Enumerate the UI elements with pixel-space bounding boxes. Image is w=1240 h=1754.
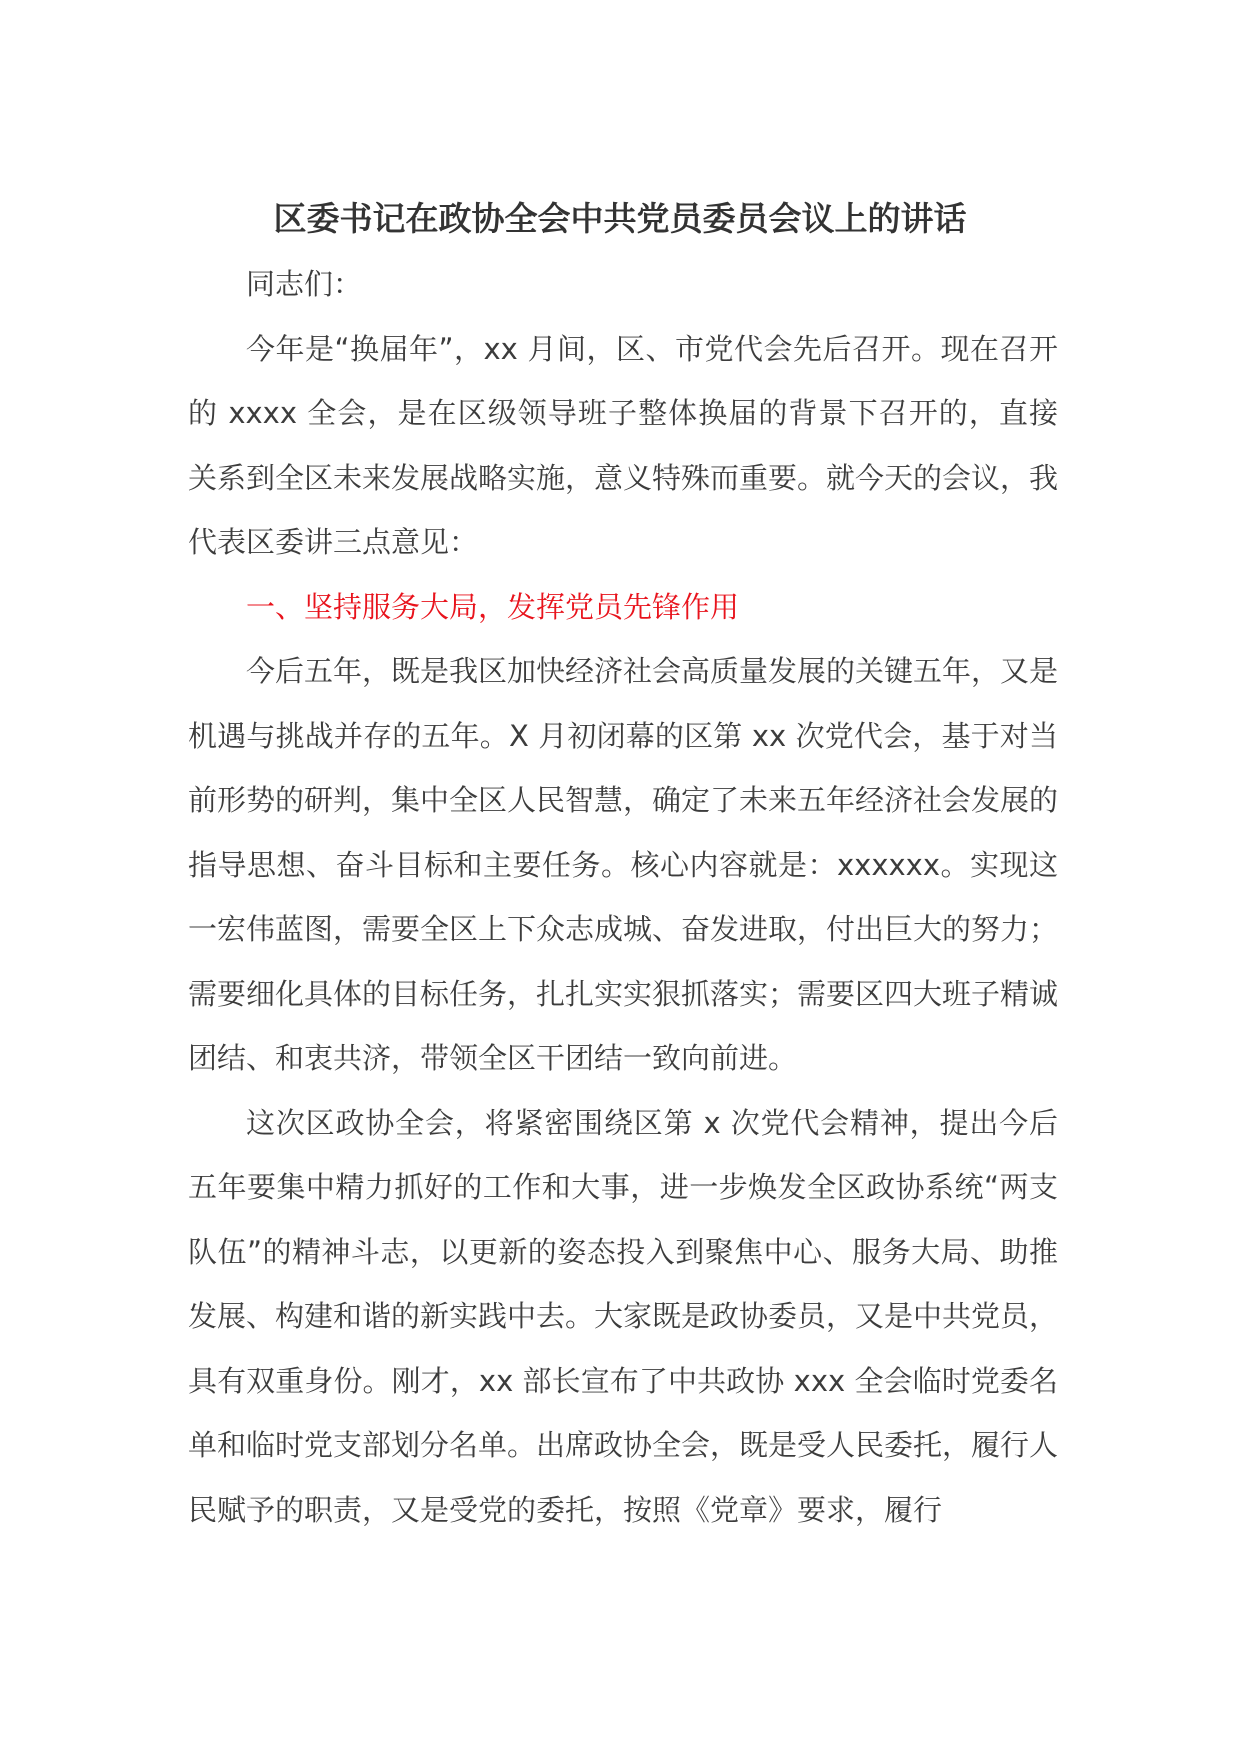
document-body <box>188 252 1058 1542</box>
paragraph-section-1-b: 这次区政协全会，将紧密围绕区第 x 次党代会精神，提出今后五年要集中精力抓好的工作和大事，进一步焕发全区政协系统“两支队伍”的精神斗志，以更新的姿态投入到聚焦中心、服务大局、助推发展、构建和谐的新实践中去。大家既是政协委员，又是中共党员，具有双重身份。刚才，xx 部长宣布了中共政协 xxx 全会临时党委名单和临时党支部划分名单。出席政协全会，既是受人民委托，履行人民赋予的职责，又是受党的委托，按照《党章》要求，履行 <box>188 1105 1059 1527</box>
section-heading-1: 一、坚持服务大局，发挥党员先锋作用 <box>246 589 740 624</box>
paragraph-section-1-a: 今后五年，既是我区加快经济社会高质量发展的关键五年，又是机遇与挑战并存的五年。X 月初闭幕的区第 xx 次党代会，基于对当前形势的研判，集中全区人民智慧，确定了未来五年经济社会发展的指导思想、奋斗目标和主要任务。核心内容就是：xxxxxx。实现这一宏伟蓝图，需要全区上下众志成城、奋发进取，付出巨大的努力；需要细化具体的目标任务，扎扎实实狠抓落实；需要区四大班子精诚团结、和衷共济，带领全区干团结一致向前进。 <box>188 654 1059 1075</box>
paragraph-intro: 今年是“换届年”，xx 月间，区、市党代会先后召开。现在召开的 xxxx 全会，是在区级领导班子整体换届的背景下召开的，直接关系到全区未来发展战略实施，意义特殊而重要。就今天的会议，我代表区委讲三点意见： <box>188 331 1059 559</box>
salutation: 同志们： <box>246 267 363 301</box>
document-title: 区委书记在政协全会中共党员委员会议上的讲话 <box>273 199 967 238</box>
